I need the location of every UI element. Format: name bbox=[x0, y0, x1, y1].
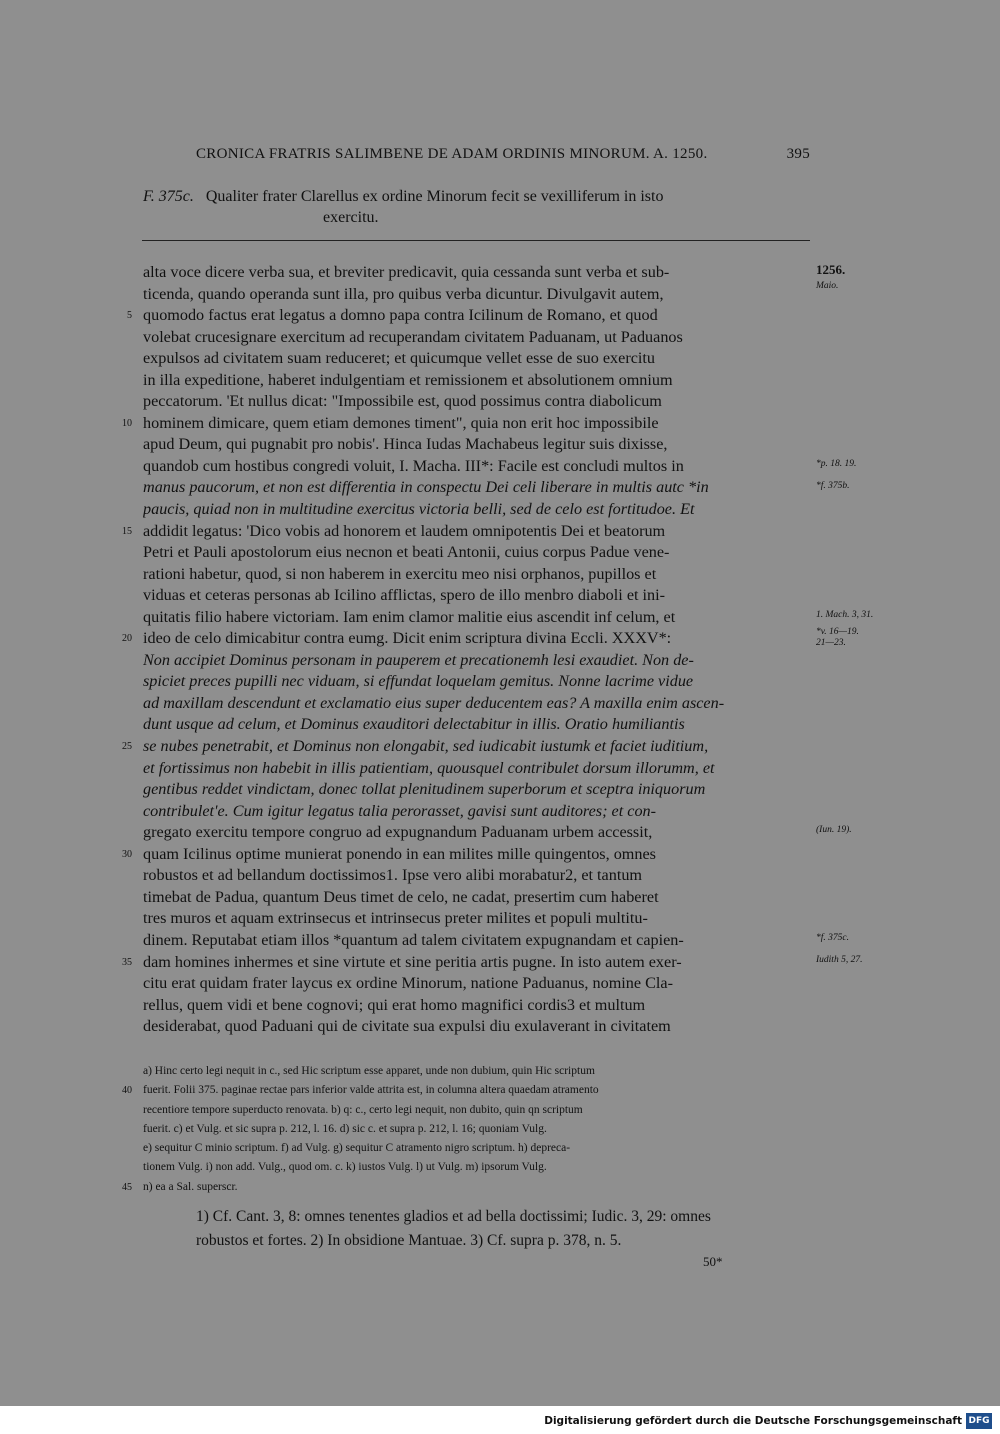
text-line: viduas et ceteras personas ab Icilino afflictas, spero de illo menbro diaboli et ini- bbox=[143, 586, 666, 605]
text-line: apud Deum, qui pugnabit pro nobis'. Hinca Iudas Machabeus legitur suis dixisse, bbox=[143, 435, 668, 454]
line-number: 30 bbox=[122, 848, 132, 860]
apparatus-line: recentiore tempore superducto renovata. b) q: c., certo legi nequit, non dubito, quin qn scriptum bbox=[143, 1103, 583, 1116]
apparatus-line: fuerit. Folii 375. paginae rectae pars inferior valde attrita est, in columna altera quaedam atramento bbox=[143, 1084, 599, 1097]
folio-reference: F. 375c. bbox=[143, 188, 194, 205]
apparatus-line: a) Hinc certo legi nequit in c., sed Hic scriptum esse apparet, unde non dubium, quin Hic scriptum bbox=[143, 1065, 595, 1077]
heading-rule bbox=[142, 240, 810, 241]
page-number: 395 bbox=[786, 146, 810, 162]
text-line: dam homines inhermes et sine virtute et sine peritia artis pugne. In isto autem exer- bbox=[143, 952, 682, 971]
running-header bbox=[196, 146, 810, 163]
text-line: dinem. Reputabat etiam illos *quantum ad talem civitatem expugnandam et capien- bbox=[143, 930, 684, 949]
text-line: et fortissimus non habebit in illis patientiam, quousquel contribulet dorsum illorumm, et bbox=[143, 758, 715, 777]
apparatus-line: n) ea a Sal. superscr. bbox=[143, 1180, 238, 1193]
chapter-title-line2: exercitu. bbox=[323, 209, 379, 226]
text-line: se nubes penetrabit, et Dominus non elongabit, sed iudicabit iustumk et faciet iuditium, bbox=[143, 737, 709, 756]
source-note-line2: robustos et fortes. 2) In obsidione Mantuae. 3) Cf. supra p. 378, n. 5. bbox=[196, 1232, 622, 1249]
text-line: rellus, quem vidi et bene cognovi; qui erat homo magnifici cordis3 et multum bbox=[143, 995, 646, 1014]
funding-notice: Digitalisierung gefördert durch die Deutsche Forschungsgemeinschaft bbox=[544, 1415, 962, 1427]
text-line: citu erat quidam frater laycus ex ordine Minorum, natione Paduanus, nomine Cla- bbox=[143, 974, 673, 993]
main-text bbox=[143, 262, 810, 1038]
text-line: quam Icilinus optime munierat ponendo in ean milites mille quingentos, omnes bbox=[143, 844, 656, 863]
footer-bar bbox=[0, 1406, 1000, 1434]
line-number: 35 bbox=[122, 956, 132, 968]
apparatus-line: tionem Vulg. i) non add. Vulg., quod om. c. k) iustos Vulg. l) ut Vulg. m) ipsorum Vulg. bbox=[143, 1161, 547, 1174]
line-number: 5 bbox=[127, 310, 132, 322]
source-notes bbox=[196, 1205, 810, 1253]
text-line: desiderabat, quod Paduani qui de civitate sua expulsi diu exulaverant in civitatem bbox=[143, 1017, 671, 1036]
source-note-line1: 1) Cf. Cant. 3, 8: omnes tenentes gladios et ad bella doctissimi; Iudic. 3, 29: omnes bbox=[196, 1208, 711, 1225]
text-line: expulsos ad civitatem suam reduceret; et quicumque vellet esse de suo exercitu bbox=[143, 349, 655, 368]
text-line: quandob cum hostibus congredi voluit, I. Macha. III*: Facile est concludi multos in bbox=[143, 456, 684, 475]
margin-note: Iudith 5, 27. bbox=[816, 954, 863, 965]
text-line: alta voce dicere verba sua, et breviter predicavit, quia cessanda sunt verba et sub- bbox=[143, 263, 670, 281]
line-number: 45 bbox=[122, 1181, 132, 1193]
apparatus-line: fuerit. c) et Vulg. et sic supra p. 212, l. 16. d) sic c. et supra p. 212, l. 16; quoniam Vulg. bbox=[143, 1122, 547, 1135]
text-line: gregato exercitu tempore congruo ad expugnandum Paduanam urbem accessit, bbox=[143, 823, 653, 842]
text-line: Petri et Pauli apostolorum eius necnon et beati Antonii, cuius corpus Padue vene- bbox=[143, 543, 670, 562]
dfg-logo: DFG bbox=[966, 1413, 992, 1429]
text-line: quitatis filio habere victoriam. Iam enim clamor malitie eius ascendit inf celum, et bbox=[143, 607, 676, 626]
text-line: Non accipiet Dominus personam in pauperem et precationemh lesi exaudiet. Non de- bbox=[143, 650, 694, 669]
text-line: hominem dimicare, quem etiam demones timent", quia non erit hoc impossibile bbox=[143, 413, 659, 432]
margin-note: *v. 16—19. bbox=[816, 627, 859, 638]
text-line: volebat crucesignare exercitum ad recuperandam civitatem Paduanam, ut Paduanos bbox=[143, 327, 683, 346]
text-line: timebat de Padua, quantum Deus timet de celo, ne cadat, presertim cum haberet bbox=[143, 887, 659, 906]
text-line: spiciet preces pupilli nec viduam, si effundat loquelam gemitus. Nonne lacrime vidue bbox=[143, 672, 694, 691]
apparatus-line: e) sequitur C minio scriptum. f) ad Vulg. g) sequitur C atramento nigro scriptum. h) depreca- bbox=[143, 1142, 571, 1155]
margin-note: 21—23. bbox=[816, 637, 846, 648]
text-line: quomodo factus erat legatus a domno papa contra Icilinum de Romano, et quod bbox=[143, 306, 658, 325]
line-number: 20 bbox=[122, 633, 132, 645]
critical-apparatus bbox=[143, 1062, 810, 1197]
text-line: ticenda, quando operanda sunt illa, pro quibus verba dicuntur. Divulgavit autem, bbox=[143, 284, 664, 303]
margin-note: 1256. bbox=[816, 262, 846, 277]
line-number: 40 bbox=[122, 1085, 132, 1097]
line-number: 25 bbox=[122, 741, 132, 753]
text-line: ad maxillam descendunt et exclamatio eius super deducentem eas? A maxilla enim ascen- bbox=[143, 693, 725, 712]
margin-note: *f. 375c. bbox=[816, 933, 849, 944]
line-number: 15 bbox=[122, 525, 132, 537]
margin-note: *p. 18. 19. bbox=[816, 458, 857, 469]
text-line: paucis, quiad non in multitudine exercitus victoria belli, sed de celo est fortitudoe. Et bbox=[143, 500, 695, 519]
text-line: ideo de celo dimicabitur contra eumg. Dicit enim scriptura divina Eccli. XXXV*: bbox=[143, 629, 672, 648]
running-title: CRONICA FRATRIS SALIMBENE DE ADAM ORDINIS MINORUM. A. 1250. bbox=[196, 146, 708, 162]
text-line: in illa expeditione, haberet indulgentiam et remissionem et absolutionem omnium bbox=[143, 370, 673, 389]
margin-note: (Iun. 19). bbox=[816, 825, 852, 836]
text-line: manus paucorum, et non est differentia in conspectu Dei celi liberare in multis autc *in bbox=[143, 478, 709, 497]
line-number: 10 bbox=[122, 417, 132, 429]
text-line: dunt usque ad celum, et Dominus exauditori delectabitur in illis. Oratio humiliantis bbox=[143, 715, 685, 734]
text-line: robustos et ad bellandum doctissimos1. Ipse vero alibi morabatur2, et tantum bbox=[143, 866, 643, 885]
text-line: peccatorum. 'Et nullus dicat: "Impossibile est, quod possimus contra diabolicum bbox=[143, 392, 662, 411]
text-line: addidit legatus: 'Dico vobis ad honorem et laudem omnipotentis Dei et beatorum bbox=[143, 521, 666, 540]
margin-note: *f. 375b. bbox=[816, 480, 850, 491]
text-line: rationi habetur, quod, si non haberem in exercitu meo nisi orphanos, pupillos et bbox=[143, 564, 657, 583]
margin-note: 1. Mach. 3, 31. bbox=[816, 609, 874, 620]
margin-note: Maio. bbox=[816, 281, 839, 292]
chapter-heading bbox=[143, 186, 810, 228]
chapter-title-line1: Qualiter frater Clarellus ex ordine Minorum fecit se vexilliferum in isto bbox=[205, 188, 664, 205]
text-line: gentibus reddet vindictam, donec tollat plenitudinem superborum et sceptra iniquorum bbox=[143, 780, 706, 799]
text-line: tres muros et aquam extrinsecus et intrinsecus preter milites et populi multitu- bbox=[143, 909, 648, 928]
signature-mark: 50* bbox=[703, 1254, 723, 1269]
text-line: contribulet'e. Cum igitur legatus talia perorasset, gavisi sunt auditores; et con- bbox=[143, 801, 657, 820]
